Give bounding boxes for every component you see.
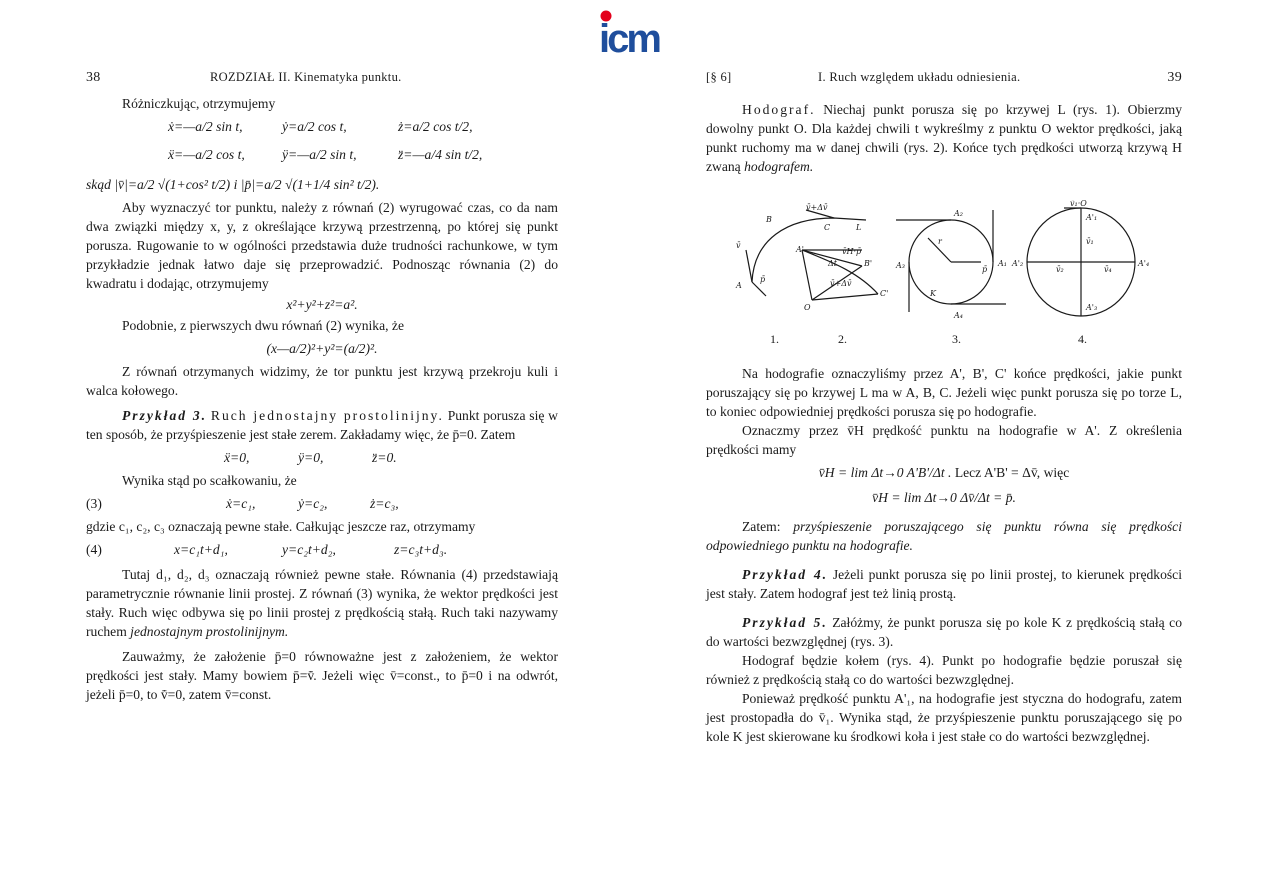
example-5 — [706, 613, 1182, 651]
svg-text:A₃: A₃ — [896, 261, 905, 270]
eq-line-z: z=c₃t+d₃. — [394, 542, 448, 557]
example-3-title: Ruch jednostajny prostolinijny. — [210, 408, 444, 423]
eq-zero-y: ÿ=0, — [298, 450, 324, 465]
svg-text:A'₂: A'₂ — [1012, 259, 1024, 268]
paragraph-centripetal: Ponieważ prędkość punktu A'₁, na hodografie jest styczna do hodografu, zatem jest prostopadła do v̄₁. Wynika stąd, że przyśpieszenie punktu poruszającego się po kole K jest skierowane ku środkowi koła i jest stałe co do wartości bezwzględnej. — [706, 691, 1182, 744]
svg-text:A₁: A₁ — [998, 259, 1007, 268]
left-page — [86, 60, 558, 704]
eq-y-ddot: ÿ=—a/2 sin t, — [282, 147, 357, 162]
paragraph-trajectory — [86, 198, 558, 293]
equation-limit-1-main: v̄H = lim Δt→0 A'B'/Δt . — [818, 465, 952, 480]
right-running-head: I. Ruch względem układu odniesienia. — [818, 70, 1021, 84]
equation-velocity — [86, 117, 558, 141]
paragraph-conclusion: Z równań otrzymanych widzimy, że tor punktu jest krzywą przekroju kuli i walca kołowego. — [86, 364, 558, 398]
right-page-number: 39 — [1167, 70, 1182, 85]
svg-text:B: B — [766, 215, 772, 224]
example-5-text: Załóżmy, że punkt porusza się po kole K z prędkością stałą co do wartości bezwzględnej (rys. 3). — [706, 615, 1182, 649]
equation-magnitudes: skąd |v̄|=a/2 √(1+cos² t/2) i |p̄|=a/2 √(1+1/4 sin² t/2). — [86, 177, 380, 192]
paragraph-constants: gdzie c₁, c₂, c₃ oznaczają pewne stałe. Całkując jeszcze raz, otrzymamy — [86, 519, 476, 534]
svg-text:v̄₁·Ō: v̄₁·Ō — [1070, 200, 1087, 208]
eq-zero-x: ẍ=0, — [224, 450, 250, 465]
svg-text:v̄₁: v̄₁ — [1086, 237, 1094, 246]
figure-hodograph — [706, 200, 1182, 350]
eq-const-z: ż=c₃, — [370, 496, 399, 511]
svg-text:O: O — [804, 303, 811, 312]
example-3-text: Punkt porusza się w ten sposób, że przyśpieszenie jest stałe zerem. Zakładamy więc, że p̄=0. Zatem — [86, 408, 559, 442]
hodograph-term: hodografem. — [744, 159, 814, 174]
conclusion-statement: przyśpieszenie poruszającego się punktu równa się prędkości odpowiedniego punktu na hodografie. — [706, 519, 1182, 553]
example-4 — [706, 565, 1182, 603]
paragraph-hodograph-circle: Hodograf będzie kołem (rys. 4). Punkt po hodografie będzie poruszał się również z prędkością stałą co do wartości bezwzględnej. — [706, 653, 1182, 687]
intro-text: Różniczkując, otrzymujemy — [122, 96, 276, 111]
eq-line-y: y=c₂t+d₂, — [282, 542, 336, 557]
svg-text:A₂: A₂ — [954, 209, 963, 218]
conclusion-lead: Zatem: — [742, 519, 781, 534]
equation-limit-1 — [706, 463, 1182, 482]
paragraph-velocity-def: Oznaczmy przez v̄H prędkość punktu na hodografie w A'. Z określenia prędkości mamy — [706, 423, 1182, 457]
paragraph-uniform-motion — [86, 565, 558, 641]
svg-text:C: C — [824, 223, 831, 232]
hodograph-label: Hodograf. — [742, 102, 816, 117]
paragraph-integration: Wynika stąd po scałkowaniu, że — [122, 473, 297, 488]
svg-text:A'₃: A'₃ — [1086, 303, 1098, 312]
equation-cylinder: (x—a/2)²+y²=(a/2)². — [266, 341, 378, 356]
eq-z-ddot: z̈=—a/4 sin t/2, — [398, 147, 483, 162]
svg-text:v̄+Δv̄: v̄+Δv̄ — [806, 203, 828, 212]
equation-zero-accel — [86, 448, 558, 467]
paragraph-conclusion-right — [706, 517, 1182, 555]
left-running-head: ROZDZIAŁ II. Kinematyka punktu. — [210, 70, 402, 84]
right-section: [§ 6] — [706, 70, 732, 84]
svg-text:K: K — [930, 289, 936, 298]
figure-diagrams — [706, 200, 1182, 350]
svg-text:B': B' — [864, 259, 873, 268]
example-3 — [86, 406, 558, 444]
eq-line-x: x=c₁t+d₁, — [174, 542, 228, 557]
icm-logo — [598, 8, 676, 56]
paragraph-uniform-motion-text: Tutaj d₁, d₂, d₃ oznaczają również pewne stałe. Równania (4) przedstawiają parametrycznie równanie linii prostej. Z równań (3) wynika, że wektor prędkości jest stały. Ruch więc odbywa się po linii prostej z prędkością stałą. Ruch taki nazywamy ruchem — [86, 567, 558, 639]
equation-limit-2: v̄H = lim Δt→0 Δv̄/Δt = p̄. — [872, 490, 1016, 505]
left-page-number: 38 — [86, 70, 101, 85]
example-3-label: Przykład 3. — [122, 408, 208, 423]
svg-text:v̄+Δv̄: v̄+Δv̄ — [830, 279, 852, 288]
svg-text:v̄H·p̄: v̄H·p̄ — [842, 247, 862, 256]
svg-text:icm: icm — [599, 17, 659, 56]
left-header — [86, 60, 558, 86]
caption-3: 3. — [952, 332, 961, 346]
example-4-label: Przykład 4. — [742, 567, 829, 582]
svg-text:A: A — [736, 281, 742, 290]
example-4-text: Jeżeli punkt porusza się po linii prostej, to kierunek prędkości jest stały. Zatem hodograf jest też linią prostą. — [706, 567, 1182, 601]
equation-4 — [86, 540, 558, 559]
paragraph-trajectory-text: Aby wyznaczyć tor punktu, należy z równań (2) wyrugować czas, co da nam dwa związki między x, y, z określające krzywą przestrzenną, po której się punkt porusza. Rugowanie to w ogólności przedstawia duże trudności rachunkowe, w tym przykładzie jednak łatwo daje się przeprowadzić. Podnosząc równania (2) do kwadratu i dodając, otrzymujemy — [86, 200, 558, 291]
eq-const-x: ẋ=c₁, — [226, 496, 256, 511]
svg-text:p̄: p̄ — [760, 275, 766, 284]
svg-text:v̄: v̄ — [736, 241, 741, 250]
uniform-motion-term: jednostajnym prostolinijnym. — [130, 624, 289, 639]
right-header — [706, 60, 1182, 86]
svg-text:p̄: p̄ — [982, 265, 988, 274]
svg-text:L: L — [856, 223, 862, 232]
paragraph-note: Zauważmy, że założenie p̄=0 równoważne jest z założeniem, że wektor prędkości jest stały. Mamy bowiem p̄=v̄̇. Jeżeli więc v̄=const., to p̄=0 i na odwrót, jeżeli p̄=0, to v̄̇=0, zatem v̄=const. — [86, 649, 558, 702]
svg-text:A': A' — [796, 245, 804, 254]
equation-3-number: (3) — [86, 496, 102, 511]
caption-4: 4. — [1078, 332, 1087, 346]
svg-text:Δt: Δt — [828, 259, 837, 268]
svg-text:A'₁: A'₁ — [1086, 213, 1098, 222]
eq-x-dot: ẋ=—a/2 sin t, — [168, 119, 243, 134]
eq-z-dot: ż=a/2 cos t/2, — [398, 119, 473, 134]
caption-1: 1. — [770, 332, 779, 346]
svg-text:A₄: A₄ — [954, 311, 963, 320]
eq-const-y: ẏ=c₂, — [298, 496, 328, 511]
equation-sphere: x²+y²+z²=a². — [286, 297, 358, 312]
equation-acceleration — [86, 145, 558, 169]
example-5-label: Przykład 5. — [742, 615, 828, 630]
eq-y-dot: ẏ=a/2 cos t, — [282, 119, 347, 134]
svg-text:r: r — [938, 237, 942, 246]
equation-4-number: (4) — [86, 542, 102, 557]
vector-v — [746, 250, 752, 282]
paragraph-endpoints: Na hodografie oznaczyliśmy przez A', B', C' końce prędkości, jakie punkt poruszający się po krzywej L ma w A, B, C. Jeżeli więc punkt porusza się po torze L, to koniec odpowiedniej prędkości porusza się po hodografie. — [706, 366, 1182, 419]
right-page — [706, 60, 1182, 746]
svg-text:C': C' — [880, 289, 889, 298]
eq-x-ddot: ẍ=—a/2 cos t, — [168, 147, 245, 162]
paragraph-similarly: Podobnie, z pierwszych dwu równań (2) wynika, że — [122, 318, 404, 333]
hodograph-definition — [706, 100, 1182, 176]
svg-text:v̄₄: v̄₄ — [1104, 265, 1112, 274]
eq-zero-z: z̈=0. — [372, 450, 397, 465]
equation-3 — [86, 494, 558, 513]
caption-2: 2. — [838, 332, 847, 346]
svg-text:A'₄: A'₄ — [1138, 259, 1150, 268]
hodograph-text: Niechaj punkt porusza się po krzywej L (rys. 1). Obierzmy dowolny punkt O. Dla każdej chwili t wykreślmy z punktu O wektor prędkości, jaką punkt ruchomy ma w danej chwili (rys. 2). Końce tych prędkości utworzą krzywą H zwaną — [706, 102, 1183, 174]
svg-text:v̄₂: v̄₂ — [1056, 265, 1064, 274]
equation-limit-1-tail: Lecz A'B' = Δv̄, więc — [954, 465, 1070, 480]
